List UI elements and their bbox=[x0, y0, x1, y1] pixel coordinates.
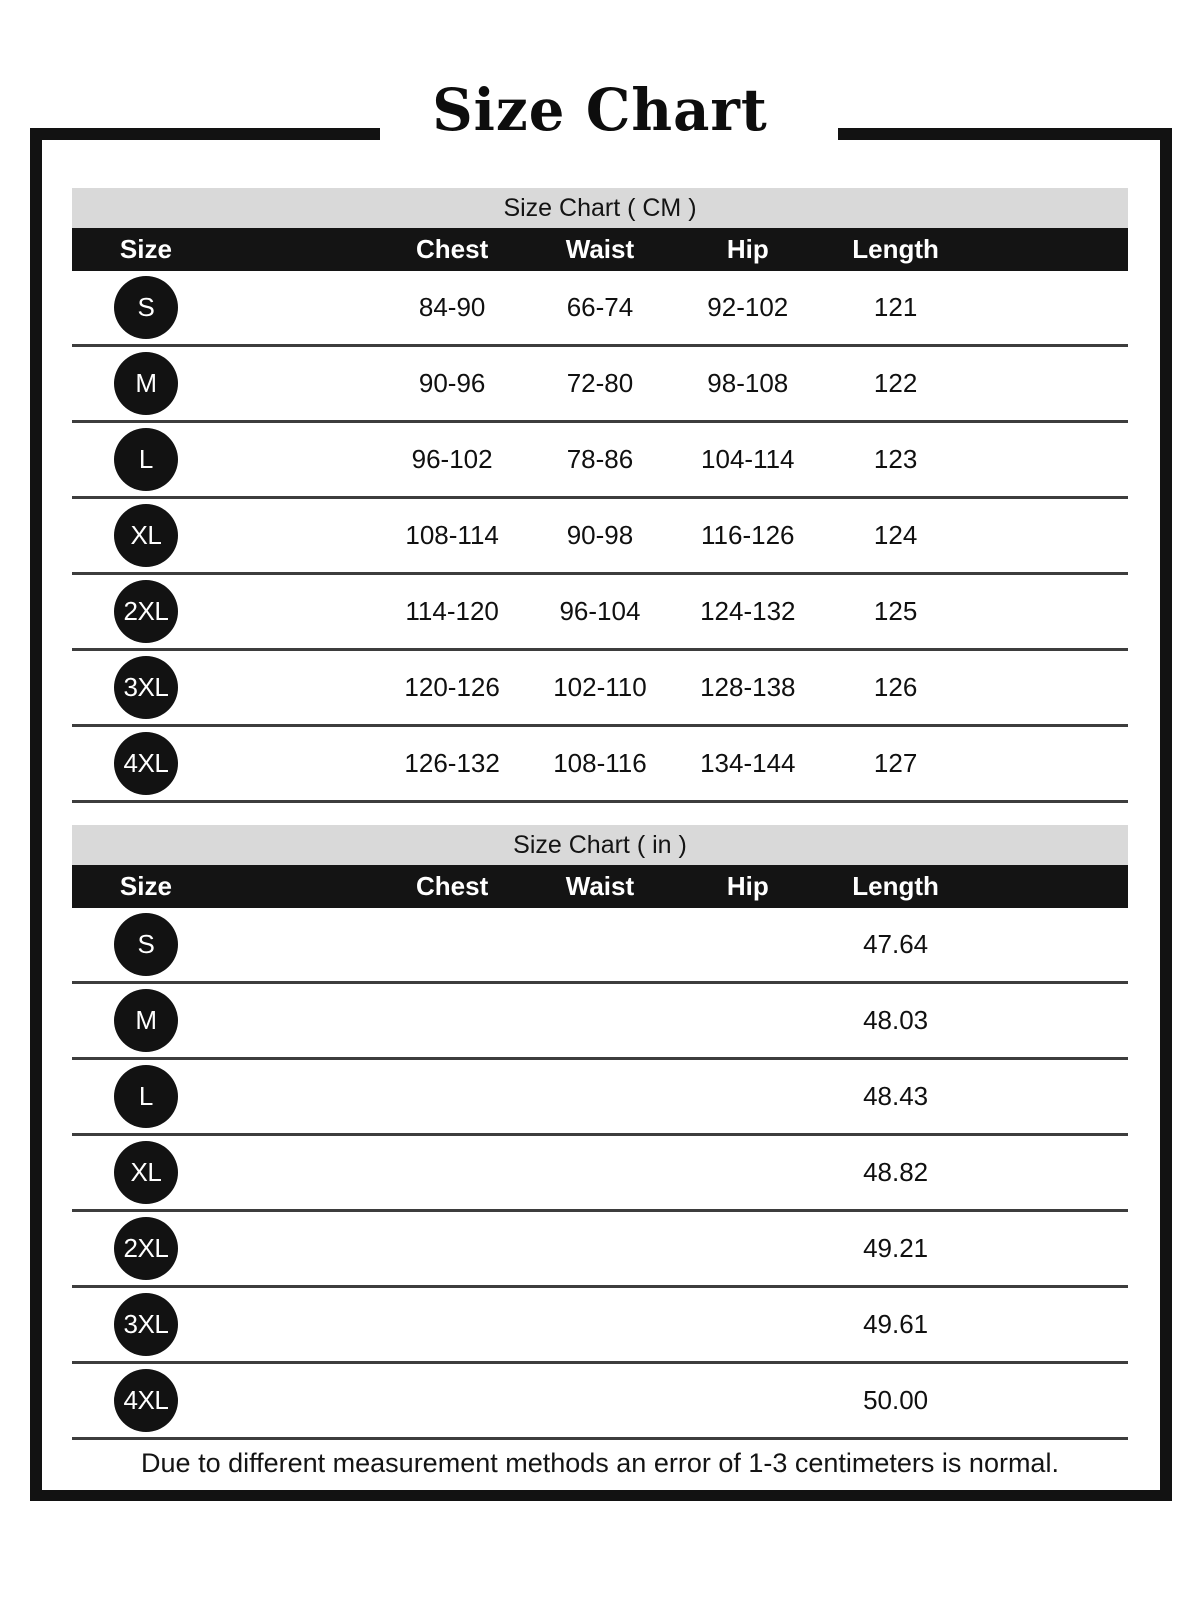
cell-length: 121 bbox=[873, 292, 918, 322]
footnote: Due to different measurement methods an error of 1-3 centimeters is normal. bbox=[141, 1448, 1059, 1478]
table-row bbox=[72, 1288, 1128, 1364]
table-row bbox=[72, 727, 1128, 803]
column-header-hip: Hip bbox=[726, 234, 769, 264]
cell-length: 48.43 bbox=[863, 1081, 929, 1111]
cell-waist: 108-116 bbox=[553, 748, 647, 778]
size-badge: 3XL bbox=[114, 656, 178, 719]
cell-waist: 72-80 bbox=[566, 368, 634, 398]
cell-hip: 128-138 bbox=[700, 672, 796, 702]
size-cell bbox=[72, 913, 220, 976]
cell-chest: 114-120 bbox=[405, 596, 499, 626]
size-badge: 4XL bbox=[114, 1369, 178, 1432]
size-badge: S bbox=[114, 913, 178, 976]
cell-waist: 90-98 bbox=[566, 520, 634, 550]
cell-chest: 84-90 bbox=[418, 292, 486, 322]
size-badge: M bbox=[114, 352, 178, 415]
size-cell bbox=[72, 1141, 220, 1204]
cell-length: 50.00 bbox=[863, 1385, 929, 1415]
cell-chest: 120-126 bbox=[404, 672, 500, 702]
size-badge: L bbox=[114, 428, 178, 491]
cell-length: 47.64 bbox=[863, 929, 929, 959]
column-header-length: Length bbox=[852, 234, 939, 264]
table-row bbox=[72, 1136, 1128, 1212]
table-row bbox=[72, 984, 1128, 1060]
size-cell bbox=[72, 276, 220, 339]
page-title: Size Chart bbox=[432, 75, 768, 145]
cell-hip: 104-114 bbox=[701, 444, 795, 474]
cell-hip: 124-132 bbox=[700, 596, 796, 626]
cell-length: 123 bbox=[873, 444, 918, 474]
table-row bbox=[72, 1060, 1128, 1136]
size-cell bbox=[72, 1217, 220, 1280]
table-row bbox=[72, 651, 1128, 727]
cell-waist: 96-104 bbox=[559, 596, 641, 626]
cell-length: 125 bbox=[873, 596, 918, 626]
cell-hip: 116-126 bbox=[701, 520, 795, 550]
table-row bbox=[72, 347, 1128, 423]
cell-hip: 98-108 bbox=[707, 368, 789, 398]
table-row bbox=[72, 271, 1128, 347]
column-header-chest: Chest bbox=[416, 234, 489, 264]
size-cell bbox=[72, 989, 220, 1052]
cell-length: 49.21 bbox=[863, 1233, 929, 1263]
table-row bbox=[72, 1364, 1128, 1440]
size-badge: 3XL bbox=[114, 1293, 178, 1356]
table-title-in: Size Chart ( in ) bbox=[72, 825, 1128, 865]
column-header-size: Size bbox=[119, 234, 172, 264]
cell-chest: 90-96 bbox=[418, 368, 486, 398]
cell-hip: 134-144 bbox=[700, 748, 796, 778]
size-badge: M bbox=[114, 989, 178, 1052]
table-row bbox=[72, 423, 1128, 499]
size-badge: L bbox=[114, 1065, 178, 1128]
column-header-waist: Waist bbox=[565, 871, 635, 901]
size-table-in bbox=[72, 825, 1128, 1440]
size-table-cm bbox=[72, 188, 1128, 803]
table-row bbox=[72, 1212, 1128, 1288]
column-header-chest: Chest bbox=[416, 871, 489, 901]
cell-length: 127 bbox=[873, 748, 918, 778]
column-header-waist: Waist bbox=[565, 234, 635, 264]
size-cell bbox=[72, 732, 220, 795]
table-header-in bbox=[72, 865, 1128, 908]
size-cell bbox=[72, 504, 220, 567]
cell-chest: 96-102 bbox=[411, 444, 493, 474]
cell-hip: 92-102 bbox=[707, 292, 789, 322]
cell-chest: 108-114 bbox=[405, 520, 499, 550]
size-badge: 4XL bbox=[114, 732, 178, 795]
table-row bbox=[72, 575, 1128, 651]
column-header-length: Length bbox=[852, 871, 939, 901]
size-badge: 2XL bbox=[114, 1217, 178, 1280]
cell-chest: 126-132 bbox=[404, 748, 500, 778]
size-cell bbox=[72, 656, 220, 719]
size-cell bbox=[72, 428, 220, 491]
column-header-hip: Hip bbox=[726, 871, 769, 901]
column-header-size: Size bbox=[119, 871, 172, 901]
cell-length: 48.82 bbox=[863, 1157, 929, 1187]
table-body-in bbox=[72, 908, 1128, 1440]
cell-waist: 102-110 bbox=[553, 672, 647, 702]
cell-waist: 78-86 bbox=[566, 444, 634, 474]
cell-length: 122 bbox=[873, 368, 918, 398]
size-cell bbox=[72, 1369, 220, 1432]
size-badge: XL bbox=[114, 504, 178, 567]
size-badge: S bbox=[114, 276, 178, 339]
size-cell bbox=[72, 1293, 220, 1356]
cell-length: 124 bbox=[873, 520, 918, 550]
cell-length: 126 bbox=[873, 672, 918, 702]
size-badge: XL bbox=[114, 1141, 178, 1204]
size-badge: 2XL bbox=[114, 580, 178, 643]
table-row bbox=[72, 499, 1128, 575]
cell-waist: 66-74 bbox=[566, 292, 634, 322]
size-cell bbox=[72, 580, 220, 643]
table-row bbox=[72, 908, 1128, 984]
table-header-cm bbox=[72, 228, 1128, 271]
size-cell bbox=[72, 1065, 220, 1128]
size-cell bbox=[72, 352, 220, 415]
table-body-cm bbox=[72, 271, 1128, 803]
cell-length: 48.03 bbox=[863, 1005, 929, 1035]
table-title-cm: Size Chart ( CM ) bbox=[72, 188, 1128, 228]
cell-length: 49.61 bbox=[863, 1309, 929, 1339]
